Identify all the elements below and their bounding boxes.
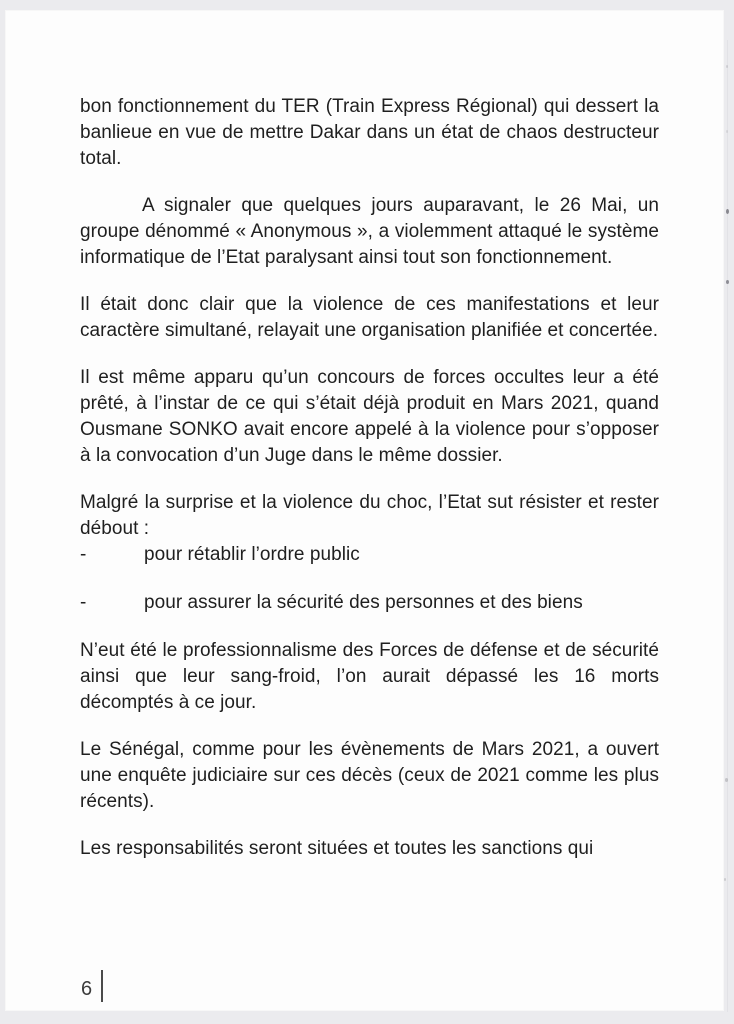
bullet-dash: -: [80, 592, 87, 613]
list-item-text: pour rétablir l’ordre public: [144, 544, 360, 565]
list-item: [80, 542, 659, 568]
page-text-block: [80, 94, 659, 883]
paragraph: Malgré la surprise et la violence du choc, l’Etat sut résister et rester débout :: [80, 492, 659, 539]
paragraph: Les responsabilités seront situées et toutes les sanctions qui: [80, 838, 594, 859]
document-page: [5, 10, 724, 1011]
scan-edge-artifact: [727, 40, 728, 1012]
scan-artifact: [724, 878, 726, 881]
paragraph: Il est même apparu qu’un concours de forces occultes leur a été prêté, à l’instar de ce qui s’était déjà produit en Mars 2021, quand Ousmane SONKO avait encore appelé à la violence pour s’opposer à la convocation d’un Juge dans le même dossier.: [80, 367, 659, 466]
scan-artifact: [726, 209, 729, 214]
scan-artifact: [726, 130, 728, 133]
scan-artifact: [726, 65, 728, 68]
paragraph: Le Sénégal, comme pour les évènements de Mars 2021, a ouvert une enquête judiciaire sur ces décès (ceux de 2021 comme les plus récents).: [80, 739, 659, 812]
list-item-text: pour assurer la sécurité des personnes et des biens: [144, 592, 583, 613]
paragraph: N’eut été le professionnalisme des Forces de défense et de sécurité ainsi que leur sang-froid, l’on aurait dépassé les 16 morts décomptés à ce jour.: [80, 640, 659, 713]
page-footer: [81, 970, 103, 999]
paragraph: A signaler que quelques jours auparavant, le 26 Mai, un groupe dénommé « Anonymous », a violemment attaqué le système informatique de l’Etat paralysant ainsi tout son fonctionnement.: [80, 195, 659, 268]
list-item: [80, 590, 659, 616]
bullet-dash: -: [80, 544, 87, 565]
footer-mark: [101, 970, 103, 1002]
paragraph: bon fonctionnement du TER (Train Express Régional) qui dessert la banlieue en vue de mettre Dakar dans un état de chaos destructeur total.: [80, 96, 659, 169]
scan-artifact: [725, 778, 728, 782]
scan-artifact: [726, 280, 729, 284]
page-number: 6: [81, 978, 93, 1000]
paragraph: Il était donc clair que la violence de ces manifestations et leur caractère simultané, relayait une organisation planifiée et concertée.: [80, 294, 659, 341]
